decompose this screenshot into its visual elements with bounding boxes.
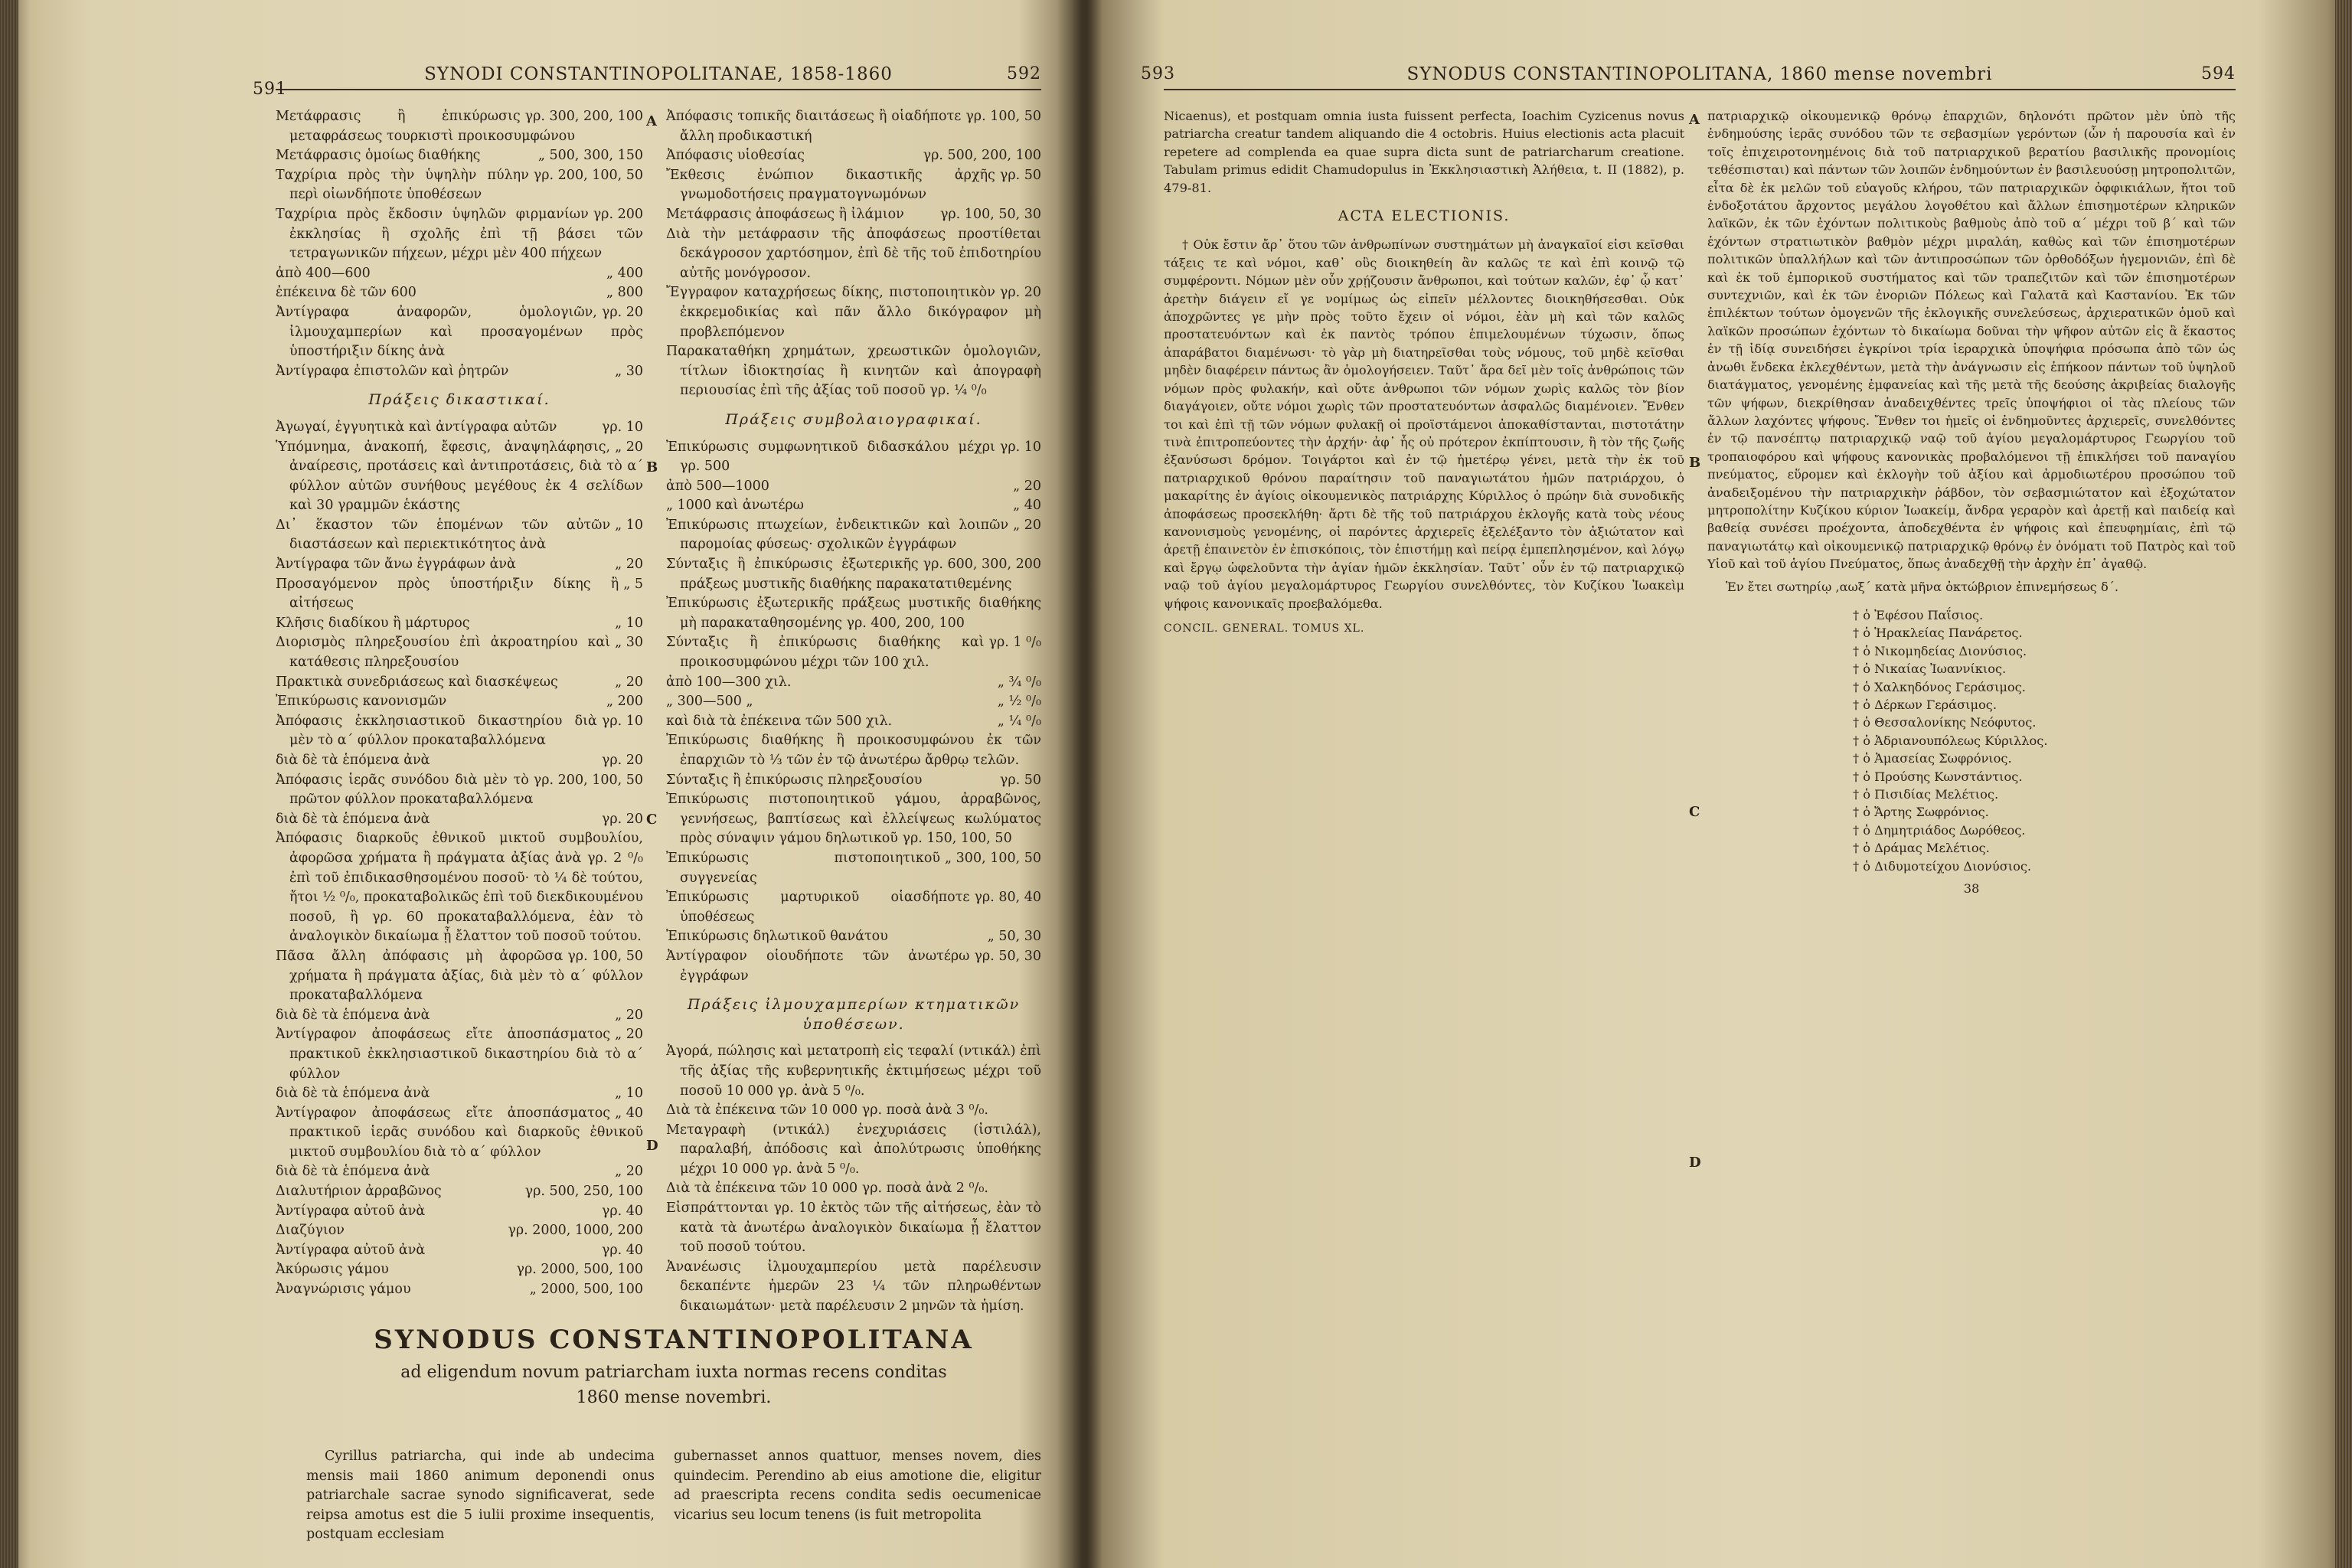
tariff-entry <box>276 555 643 575</box>
tariff-text: Ἔγγραφον καταχρήσεως δίκης, πιστοποιητικὸν ἐκκρεμοδικίας καὶ πᾶν ἄλλο δικόγραφον μὴ προβλεπόμενον <box>666 285 1041 340</box>
tariff-entry <box>276 1084 643 1104</box>
tariff-text: διὰ δὲ τὰ ἑπόμενα ἀνὰ <box>276 811 430 827</box>
tariff-entry <box>666 947 1041 986</box>
tariff-text: Πρακτικὰ συνεδριάσεως καὶ διασκέψεως <box>276 674 558 690</box>
tariff-entry <box>666 477 1041 497</box>
column-right <box>666 107 1041 1317</box>
tariff-value: γρ. 200 <box>593 206 643 222</box>
tariff-entry <box>666 225 1041 284</box>
margin-letter: C <box>1689 804 1700 820</box>
tariff-text: Ἐπικύρωσις πιστοποιητικοῦ γάμου, ἀρραβῶνος, γεννήσεως, βαπτίσεως καὶ ἐλλείψεως κωλύματος πρὸς σύναψιν γάμου δηλωτικοῦ γρ. 150, 100, 50 <box>666 792 1041 847</box>
tariff-value: „ 400 <box>606 265 643 281</box>
tariff-text: Σύνταξις ἢ ἐπικύρωσις διαθήκης καὶ προικοσυμφώνου μέχρι τῶν 100 χιλ. <box>666 635 985 671</box>
tariff-text: Σύνταξις ἢ ἐπικύρωσις πληρεξουσίου <box>666 772 923 788</box>
tariff-value: „ 800 <box>606 285 643 301</box>
section-title <box>306 1325 1041 1407</box>
running-head <box>253 61 1041 99</box>
signature: † ὁ Πισιδίας Μελέτιος. <box>1853 787 1999 802</box>
left-page <box>23 0 1080 1568</box>
tariff-value: „ 30 <box>615 363 643 379</box>
margin-letter: A <box>1689 112 1700 128</box>
tariff-entry <box>276 1025 643 1084</box>
tariff-entry <box>276 575 643 614</box>
tariff-entry <box>666 107 1041 146</box>
tariff-text: Διαλυτήριον ἀρραβῶνος <box>276 1184 442 1200</box>
tariff-text: διὰ δὲ τὰ ἑπόμενα ἀνὰ <box>276 1164 430 1180</box>
tariff-entry <box>666 516 1041 555</box>
tariff-text: ἐπέκεινα δὲ τῶν 600 <box>276 285 416 301</box>
bottom-column-right <box>674 1447 1041 1525</box>
tariff-value: „ 20 <box>615 439 643 455</box>
tariff-text: Ἔκθεσις ἐνώπιον δικαστικῆς ἀρχῆς γνωμοδοτήσεις πραγματογνωμόνων <box>666 167 995 203</box>
tariff-value: γρ. 100, 50 <box>567 948 643 964</box>
tariff-value: γρ. 200, 100, 50 <box>533 772 643 788</box>
signature: † ὁ Ἄρτης Σωφρόνιος. <box>1853 805 1989 820</box>
tariff-value: γρ. 50, 30 <box>974 948 1041 964</box>
signature: † ὁ Νικομηδείας Διονύσιος. <box>1853 643 2027 658</box>
tariff-text: Πᾶσα ἄλλη ἀπόφασις μὴ ἀφορῶσα χρήματα ἢ πράγματα ἀξίας, διὰ μὲν τὸ α΄ φύλλον προκαταβαλλόμενα <box>276 948 643 1004</box>
tariff-entry <box>666 771 1041 791</box>
paragraph: πατριαρχικῷ οἰκουμενικῷ θρόνῳ ἐπαρχιῶν, δηλονότι πρῶτον μὲν ὑπὸ τῆς ἐνδημούσης ἱερᾶς συνόδου τῶν τε σεβασμίων γερόντων (ὧν ἡ παρουσία καὶ ἐν τοῖς ἐπιχειροτονημένοις διὰ τοῦ πατριαρχικοῦ βερατίου βασιλικῆς προνομίοις τεθέσπισται) καὶ πάντων τῶν λοιπῶν ἐνδημούντων ἐν βασιλευούσῃ μητροπολιτῶν, εἶτα δὲ ἐκ μελῶν τοῦ εὐαγοῦς κλήρου, τῶν πατριαρχικῶν ὀφφικιάλων, ἤτοι τοῦ ἐνδοξοτάτου ἄρχοντος μεγάλου λογοθέτου καὶ ἄλλων ἐπισημοτέρων κληρικῶν λαϊκῶν, ἐκ τῶν ἐχόντων πολιτικοὺς βαθμοὺς ἀπὸ τοῦ α΄ μέχρι τοῦ β΄ καὶ τῶν ἐχόντων στρατιωτικὸν βαθμὸν μέχρι μιραλάη, καθὼς καὶ τῶν ἐπισημοτέρων πολιτικῶν ὑπαλλήλων καὶ τῶν ἀντιπροσώπων τῶν ὀρθοδόξων ἡγεμονιῶν, ἐπὶ δὲ καὶ ἐκ τοῦ ἐμπορικοῦ συστήματος καὶ τῶν τραπεζιτῶν καὶ τῶν ἐπισημοτέρων συντεχνιῶν, καὶ ἐκ τῶν ἐνοριῶν Πόλεως καὶ Γαλατᾶ καὶ Καστανίου. Ἐκ τῶν ἐπιλέκτων τούτων ὁμογενῶν τῆς ἐκλογικῆς συνελεύσεως, ἀρχιερατικῶν ὁμοῦ καὶ λαϊκῶν προσώπων ἐχόντων τὸ δικαίωμα δοῦναι τὴν ψῆφον αὐτῶν εἰς ἃ ἕκαστος ἐν τῇ ἰδίᾳ συνειδήσει ἐγκρίνοι τρία ἱεραρχικὰ ὑποψήφια πρόσωπα ἀπὸ τῶν ὡς ἀνωθι ἔνδεκα ἐκλεχθέντων, μετὰ τὴν ἀνάγνωσιν εἰς ἐπήκοον πάντων τοῦ ὑψηλοῦ διατάγματος, γενομένης ἐμφανείας καὶ τῆς μετὰ τῆς δεούσης ἀκριβείας διαλογῆς τῶν ψήφων, διεκρίθησαν ἀναδειχθέντες τρεῖς ὑποψήφιοι οἱ τὰς πλείους τῶν ἄλλων λαχόντες ψήφους. Ἔνθεν τοι ἡμεῖς οἱ ἐνδημοῦντες ἀρχιερεῖς, συνελθόντες ἐν τῷ πανσέπτῳ πατριαρχικῷ ναῷ τοῦ ἁγίου μεγαλομάρτυρος Γεωργίου τοῦ τροπαιοφόρου καὶ ψήφους κανονικὰς προβαλόμενοι τῇ ἐπικλήσει τοῦ παναγίου πνεύματος, εὕρομεν καὶ ἐκλογὴν τοῦ ἀξίου καὶ ἀρμοδιωτέρου προσώπου τοῦ ἀναδειξομένου τὴν πατριαρχικὴν ῥάβδον, τὸν σεβασμιώτατον καὶ ἐξοχώτατον μητροπολίτην Κυζίκου κύριον Ἰωακείμ, ἄνδρα γεραρὸν καὶ ἀρετῇ καὶ παιδείᾳ καὶ βαθείᾳ συνέσει προέχοντα, ἀποδεχθέντα ἐν ψήφοις καὶ ἐπευφημίαις, ἐπὶ τῷ παναγιωτάτῳ καὶ οἰκουμενικῷ πατριαρχικῷ θρόνῳ ἐν ὀνόματι τοῦ Πατρὸς καὶ τοῦ Υἱοῦ καὶ τοῦ ἁγίου Πνεύματος, ὅπως ἀναδεχθῇ τὴν ἀρχὴν ἐπ᾽ ἀγαθῷ. <box>1707 109 2236 572</box>
page-edges-left <box>0 0 18 1568</box>
tariff-value: γρ. 10 <box>601 419 643 435</box>
tariff-text: Ἀντίγραφα ἀναφορῶν, ὁμολογιῶν, ἰλμουχαμπερίων καὶ προσαγομένων πρὸς ὑποστήριξιν δίκης ἀνὰ <box>276 304 643 360</box>
tariff-entry <box>666 438 1041 477</box>
paragraph: † Οὐκ ἔστιν ἄρ᾽ ὅτου τῶν ἀνθρωπίνων συστημάτων μὴ ἀναγκαῖοί εἰσι κεῖσθαι τάξεις τε καὶ νόμοι, καθ᾽ οὓς διοικηθείη ἂν καλῶς τε καὶ ἐπὶ κοινῷ τῷ συμφέροντι. Νόμων μὲν οὖν χρῄζουσιν ἄνθρωποι, καὶ τούτων καλῶν, ἐφ᾽ ᾧ κατ᾽ ἀρετὴν διάγειν εἴ γε νομίμως ὡς εἰπεῖν μέλλοντες διοικηθήσεσθαι. Οὐκ ἀποχρῶντες γε μὴν πρὸς τοῦτο ἔχειν οἱ νόμοι, ἐὰν μὴ καὶ τῶν καλῶς προστατευόντων καὶ ἐκ παντὸς τρόπου ἐπιμελουμένων τύχωσιν, ὅπως ἀπαράβατοι διαμένωσι· τὸ γὰρ μὴ διατηρεῖσθαι τοὺς νόμους, τοῦ μηδὲ κεῖσθαι μηδὲν διαφέρειν πάντως ἂν ὁμολογήσειεν. Ταῦτ᾽ ἄρα δεῖ μὲν τοῖς ἀνθρώποις τῶν νόμων πρὸς φυλακήν, καὶ οὔτε ἀνθρωποι τῶν νόμων χωρὶς καλῶς τὸν βίον διαγάγοιεν, οὔτε νόμοι χωρὶς τῶν προστατευόντων ἀσφαλῶς διαμένοιεν. Ἔνθεν τοι καὶ ἐπὶ τῇ τῶν νόμων φυλακῇ οἱ προϊστάμενοι ἀποκαθίστανται, πιστοτάτην τινὰ ἐπιτροπεύοντες τὴν ἀρχήν· ἀφ᾽ ἧς οὐ πρότερον ἐκπίπτουσιν, ἢ τὸν τῆς ζωῆς ἐξανύσωσι δρόμον. Τοιγάρτοι καὶ ἐν τῷ ἡμετέρῳ γένει, μετὰ τὴν ἐκ τοῦ πατριαρχικοῦ θρόνου παραίτησιν τοῦ παναγιωτάτου ἡμῶν πατριάρχου, ὁ μακαρίτης ἐν ἁγίοις οἰκουμενικὸς πατριάρχης Κύριλλος ὁ πρώην διὰ συνοδικῆς ἀποφάσεως προσεκλήθη· ἄρτι δὲ τῆς τοῦ πατριάρχου ἐκλογῆς κατὰ τοὺς νέους κανονισμοὺς γενομένης, οἱ παρόντες ἀρχιερεῖς ἐξελέξαντο τὸν ἀξιώτατον καὶ ἀρετῇ ἐπαινετὸν ἐν ἐπισκόποις, τὸν ἐπιστήμῃ καὶ πείρᾳ ἐμπεπλησμένον, καὶ λόγῳ καὶ ἔργῳ ὠφελοῦντα τὴν ἁγίαν ἡμῶν ἐκκλησίαν. Ταῦτ᾽ οὖν ἐν τῷ πατριαρχικῷ ναῷ τοῦ ἁγίου μεγαλομάρτυρος Γεωργίου συνελθόντες, τὸν Κυζίκου Ἰωακεὶμ ψήφοις κανονικαῖς προεβαλόμεθα. <box>1164 237 1684 611</box>
tariff-text: Διαζύγιον <box>276 1223 345 1239</box>
tariff-value: „ ¾ ⁰/₀ <box>997 674 1041 690</box>
tariff-entry <box>276 166 643 205</box>
tariff-text: Κλῆσις διαδίκου ἢ μάρτυρος <box>276 615 470 631</box>
tariff-value: γρ. 500, 250, 100 <box>524 1184 643 1200</box>
paragraph: Cyrillus patriarcha, qui inde ab undecima mensis maii 1860 animum deponendi onus patriarchale sacrae synodo significaverat, sede reipsa amotus est die 5 iulii proxime insequentis, postquam ecclesiam <box>306 1449 655 1543</box>
tariff-text: Ἀντίγραφα αὐτοῦ ἀνὰ <box>276 1242 426 1258</box>
tariff-entry <box>666 1199 1041 1258</box>
tariff-entry <box>276 1104 643 1163</box>
tariff-text: Ἀνανέωσις ἰλμουχαμπερίου μετὰ παρέλευσιν δεκαπέντε ἡμερῶν 23 ¼ τῶν πληρωθέντων δικαιωμάτων· μετὰ παρέλευσιν 2 μηνῶν τὰ ἡμίση. <box>666 1259 1041 1315</box>
tariff-text: Διὰ τὰ ἐπέκεινα τῶν 10 000 γρ. ποσὰ ἀνὰ 2 ⁰/₀. <box>666 1181 988 1197</box>
tariff-value: γρ. 100, 50, 30 <box>939 206 1041 222</box>
signature: † ὁ Ἡρακλείας Πανάρετος. <box>1853 626 2023 641</box>
tariff-value: „ ¼ ⁰/₀ <box>997 713 1041 729</box>
tariff-value: „ 10 <box>615 1086 643 1102</box>
tariff-text: „ 300—500 „ <box>666 694 753 710</box>
section-heading: Πράξεις δικαστικαί. <box>368 391 550 409</box>
tariff-text: Μετάφρασις ὁμοίως διαθήκης <box>276 148 481 164</box>
page-edges-right <box>2335 0 2352 1568</box>
signature: † ὁ Χαλκηδόνος Γεράσιμος. <box>1853 679 2026 694</box>
tariff-text: Δι᾽ ἕκαστον τῶν ἑπομένων τῶν αὐτῶν διαστάσεων καὶ περιεκτικότητος ἀνὰ <box>276 517 611 553</box>
signature: † ὁ Δράμας Μελέτιος. <box>1853 841 1990 856</box>
signature: † ὁ Θεσσαλονίκης Νεόφυτος. <box>1853 715 2037 730</box>
signature: † ὁ Ἀμασείας Σωφρόνιος. <box>1853 751 2012 766</box>
tariff-entry <box>276 947 643 1006</box>
tariff-entry <box>666 1121 1041 1180</box>
tariff-entry <box>666 633 1041 672</box>
tariff-text: Ἀπόφασις υἱοθεσίας <box>666 148 805 164</box>
tariff-value: „ 30 <box>615 635 643 651</box>
tariff-text: Μεταγραφὴ (ντικάλ) ἐνεχυριάσεις (ἰστιλάλ), παραλαβή, ἀπόδοσις καὶ ἀπολύτρωσις ὑποθήκης μέχρι 10 000 γρ. ἀνὰ 5 ⁰/₀. <box>666 1122 1041 1177</box>
tariff-text: ἀπὸ 400—600 <box>276 265 371 281</box>
tariff-value: γρ. 100, 50 <box>965 109 1041 124</box>
tariff-value: γρ. 80, 40 <box>974 890 1041 906</box>
signature: † ὁ Ἐφέσου Παΐσιος. <box>1853 607 1984 622</box>
tariff-entry <box>666 888 1041 927</box>
tariff-value: γρ. 40 <box>601 1242 643 1258</box>
tariff-entry <box>666 712 1041 732</box>
tariff-text: Ἀντίγραφα ἐπιστολῶν καὶ ῥητρῶν <box>276 363 509 379</box>
tariff-text: Ἀντίγραφα τῶν ἄνω ἐγγράφων ἀνὰ <box>276 557 516 573</box>
tariff-text: Ταχρίρια πρὸς τὴν ὑψηλὴν πύλην περὶ οἰωνδήποτε ὑποθέσεων <box>276 167 529 203</box>
tariff-text: ἀπὸ 500—1000 <box>666 478 769 494</box>
tariff-entry <box>276 810 643 830</box>
tariff-text: Ὑπόμνημα, ἀνακοπή, ἔφεσις, ἀναψηλάφησις, ἀναίρεσις, προτάσεις καὶ ἀντιπροτάσεις, διὰ τὸ α΄ φύλλον αὐτῶν συνήθους μεγέθους ἐκ 4 σελίδων καὶ 30 γραμμῶν ἑκάστης <box>276 439 643 514</box>
title-sub: ad eligendum novum patriarcham iuxta normas recens conditas <box>400 1363 947 1382</box>
tariff-text: καὶ διὰ τὰ ἐπέκεινα τῶν 500 χιλ. <box>666 713 893 729</box>
title-main: SYNODUS CONSTANTINOPOLITANA <box>374 1325 974 1355</box>
signature: † ὁ Νικαίας Ἰωαννίκιος. <box>1853 662 2007 677</box>
tariff-entry <box>276 283 643 303</box>
tariff-value: γρ. 2000, 1000, 200 <box>508 1223 643 1239</box>
margin-letter: D <box>646 1138 658 1154</box>
tariff-text: Ἐπικύρωσις διαθήκης ἢ προικοσυμφώνου ἐκ τῶν ἐπαρχιῶν τὸ ⅓ τῶν ἐν τῷ ἀνωτέρω ἄρθρῳ τελῶν. <box>666 733 1041 768</box>
tariff-text: Παρακαταθήκη χρημάτων, χρεωστικῶν ὁμολογιῶν, τίτλων ἰδιοκτησίας ἢ κινητῶν καὶ ἀπογραφὴ περιουσίας ἐπὶ τῆς ἀξίας τοῦ ποσοῦ γρ. ¼ ⁰/₀ <box>666 344 1041 399</box>
tariff-entry <box>276 516 643 555</box>
tariff-text: διὰ δὲ τὰ ἑπόμενα ἀνὰ <box>276 1086 430 1102</box>
tariff-value: γρ. 200, 100, 50 <box>533 167 643 183</box>
tariff-text: Ἀντίγραφον ἀποφάσεως εἴτε ἀποσπάσματος πρακτικοῦ ἱερᾶς συνόδου καὶ διαρκοῦς ἐθνικοῦ μικτοῦ συμβουλίου διὰ τὸ α΄ φύλλον <box>276 1105 643 1160</box>
bottom-column-left <box>306 1447 655 1545</box>
tariff-text: Ἐπικύρωσις κανονισμῶν <box>276 694 447 710</box>
running-title: SYNODI CONSTANTINOPOLITANAE, 1858-1860 <box>424 64 893 84</box>
column-left <box>276 107 643 1300</box>
tariff-text: Σύνταξις ἢ ἐπικύρωσις ἐξωτερικῆς πράξεως μυστικῆς διαθήκης παρακατατιθεμένης <box>666 557 1012 592</box>
margin-letter: B <box>1689 455 1701 471</box>
tariff-entry <box>666 205 1041 225</box>
tariff-text: Ἐπικύρωσις μαρτυρικοῦ οἱασδήποτε ὑποθέσεως <box>666 890 970 925</box>
tariff-text: Ἀντίγραφον οἱουδήποτε τῶν ἀνωτέρω ἐγγράφων <box>666 948 970 984</box>
tariff-entry <box>666 731 1041 770</box>
tariff-text: Ἐπικύρωσις πτωχείων, ἐνδεικτικῶν καὶ λοιπῶν παρομοίας φύσεως· σχολικῶν ἐγγράφων <box>666 517 1009 553</box>
tariff-entry <box>666 555 1041 594</box>
tariff-text: Ἀγορά, πώλησις καὶ μετατροπὴ εἰς τεφαλί (ντικάλ) ἐπὶ τῆς ἀξίας τῆς κυβερνητικῆς ἐκτιμήσεως μέχρι τοῦ ποσοῦ 10 000 γρ. ἀνὰ 5 ⁰/₀. <box>666 1044 1041 1099</box>
tariff-entry <box>666 496 1041 516</box>
tariff-entry <box>666 166 1041 205</box>
tariff-text: Μετάφρασις ἢ ἐπικύρωσις μεταφράσεως τουρκιστὶ προικοσυμφώνου <box>276 109 575 144</box>
tariff-text: Διὰ τὴν μετάφρασιν τῆς ἀποφάσεως προστίθεται δεκάγροσον χαρτόσημον, ἐπὶ δὲ τῆς τοῦ ἐπιδοτηρίου αὐτῆς μονόγροσον. <box>666 226 1041 281</box>
tariff-entry <box>666 146 1041 166</box>
tariff-value: „ 40 <box>1013 498 1041 514</box>
tariff-entry <box>666 692 1041 712</box>
tariff-value: γρ. 500, 200, 100 <box>923 148 1041 164</box>
tariff-entry <box>276 107 643 146</box>
tariff-text: Ἀντίγραφα αὐτοῦ ἀνὰ <box>276 1203 426 1219</box>
tariff-entry <box>276 264 643 284</box>
tariff-value: „ 10 <box>615 615 643 631</box>
tariff-text: Ἐπικύρωσις συμφωνητικοῦ διδασκάλου μέχρι γρ. 500 <box>666 439 995 475</box>
tariff-text: Διορισμὸς πληρεξουσίου ἐπὶ ἀκροατηρίου καὶ κατάθεσις πληρεξουσίου <box>276 635 611 671</box>
tariff-entry <box>276 829 643 947</box>
tariff-value: „ 20 <box>615 674 643 690</box>
tariff-entry <box>276 1280 643 1300</box>
tariff-value: γρ. 1 ⁰/₀ <box>988 635 1041 651</box>
tariff-value: „ 50, 30 <box>987 929 1041 945</box>
tariff-text: Ἀπόφασις ἐκκλησιαστικοῦ δικαστηρίου διὰ μὲν τὸ α΄ φύλλον προκαταβαλλόμενα <box>276 713 597 749</box>
tariff-text: Ἀγωγαί, ἐγγυητικὰ καὶ ἀντίγραφα αὐτῶν <box>276 419 557 435</box>
tariff-value: γρ. 20 <box>601 753 643 768</box>
tariff-value: γρ. 20 <box>601 304 643 320</box>
tariff-entry <box>276 1221 643 1241</box>
tariff-text: Ἀπόφασις τοπικῆς διαιτάσεως ἢ οἱαδήποτε ἄλλη προδικαστική <box>666 109 962 144</box>
title-date: 1860 mense novembri. <box>576 1388 772 1407</box>
column-right <box>1707 107 2236 897</box>
margin-letter: D <box>1689 1155 1701 1171</box>
tariff-value: „ 20 <box>1013 517 1041 533</box>
tariff-value: „ 500, 300, 150 <box>537 148 643 164</box>
tariff-value: „ 20 <box>1013 478 1041 494</box>
tariff-value: „ ½ ⁰/₀ <box>997 694 1041 710</box>
tariff-text: „ 1000 καὶ ἀνωτέρω <box>666 498 804 514</box>
tariff-text: Προσαγόμενον πρὸς ὑποστήριξιν δίκης ἢ αἰτήσεως <box>276 576 619 612</box>
tariff-entry <box>276 303 643 362</box>
margin-letter: A <box>646 113 657 129</box>
tariff-text: Μετάφρασις ἀποφάσεως ἢ ἰλάμιον <box>666 206 904 222</box>
tariff-entry <box>276 1260 643 1280</box>
column-left <box>1164 107 1684 638</box>
tariff-value: „ 40 <box>615 1105 643 1121</box>
margin-letter: C <box>646 812 658 828</box>
tariff-entry <box>276 1162 643 1182</box>
tariff-entry <box>276 1182 643 1202</box>
tariff-value: „ 20 <box>615 557 643 573</box>
section-heading: Πράξεις συμβολαιογραφικαί. <box>725 410 982 428</box>
tariff-text: διὰ δὲ τὰ ἑπόμενα ἀνὰ <box>276 1007 430 1023</box>
tariff-entry <box>276 362 643 382</box>
page-number: 592 <box>1007 64 1041 83</box>
running-title: SYNODUS CONSTANTINOPOLITANA, 1860 mense novembri <box>1406 64 1993 84</box>
tariff-text: Ἐπικύρωσις πιστοποιητικοῦ συγγενείας <box>666 850 941 886</box>
tariff-value: „ 300, 100, 50 <box>945 850 1041 866</box>
intro-paragraph: Nicaenus), et postquam omnia iusta fuissent perfecta, Ioachim Cyzicenus novus patriarcha creatur tandem aliquando die 4 octobris. Huius electionis acta placuit repetere ad complenda ea quae supra dicta sunt de patriarcharum creatione. Tabulam primus edidit Chamudopulus in Ἐκκλησιαστικὴ Ἀλήθεια, t. II (1882), p. 479-81. <box>1164 109 1684 195</box>
tariff-text: Ἐπικύρωσις δηλωτικοῦ θανάτου <box>666 929 888 945</box>
tariff-value: γρ. 10 <box>999 439 1041 455</box>
tariff-value: γρ. 300, 200, 100 <box>524 109 643 124</box>
tariff-text: Ἀντίγραφον ἀποφάσεως εἴτε ἀποσπάσματος πρακτικοῦ ἐκκλησιαστικοῦ δικαστηρίου διὰ τὸ α΄ φύλλον <box>276 1027 643 1082</box>
tariff-value: „ 2000, 500, 100 <box>529 1282 643 1298</box>
tariff-text: Ἀπόφασις διαρκοῦς ἐθνικοῦ μικτοῦ συμβουλίου, ἀφορῶσα χρήματα ἢ πράγματα ἀξίας ἀνὰ γρ. 2 ⁰/₀ ἐπὶ τοῦ ἐπιδικασθησομένου ποσοῦ· τὸ ¼ δὲ τούτου, ἤτοι ½ ⁰/₀, προκαταβολικῶς ἐπὶ τοῦ διεκδικουμένου ποσοῦ, ἢ γρ. 60 προκαταβαλλόμενα, ἐὰν τὸ ἀναλογικὸν δικαίωμα ᾖ ἔλαττον τοῦ ποσοῦ τούτου. <box>276 831 643 945</box>
tariff-text: Ἀναγνώρισις γάμου <box>276 1282 411 1298</box>
tariff-text: Εἰσπράττονται γρ. 10 ἐκτὸς τῶν τῆς αἰτήσεως, ἐὰν τὸ κατὰ τὰ ἀνωτέρω ἀναλογικὸν δικαίωμα ᾖ ἔλαττον τοῦ ποσοῦ τούτου. <box>666 1200 1041 1256</box>
page-number: 594 <box>2201 64 2236 83</box>
acta-heading: ACTA ELECTIONIS. <box>1338 207 1511 225</box>
tariff-entry <box>276 205 643 264</box>
tariff-entry <box>276 614 643 634</box>
date-line: Ἐν ἔτει σωτηρίῳ ‚αωξ΄ κατὰ μῆνα ὀκτώβριον ἐπινεμήσεως δ΄. <box>1726 579 2118 594</box>
footer-left: CONCIL. GENERAL. TOMUS XL. <box>1164 622 1365 635</box>
tariff-entry <box>276 1241 643 1261</box>
tariff-entry <box>276 712 643 751</box>
tariff-text: ἀπὸ 100—300 χιλ. <box>666 674 792 690</box>
tariff-entry <box>666 594 1041 633</box>
signature: † ὁ Δημητριάδος Δωρόθεος. <box>1853 822 2026 838</box>
signature: † ὁ Δέρκων Γεράσιμος. <box>1853 697 1997 712</box>
tariff-entry <box>276 418 643 438</box>
tariff-text: διὰ δὲ τὰ ἑπόμενα ἀνὰ <box>276 753 430 768</box>
tariff-value: γρ. 600, 300, 200 <box>923 557 1041 573</box>
tariff-entry <box>276 146 643 166</box>
tariff-entry <box>666 1258 1041 1317</box>
tariff-value: „ 20 <box>615 1027 643 1043</box>
tariff-entry <box>666 849 1041 888</box>
tariff-entry <box>276 771 643 810</box>
tariff-entry <box>666 673 1041 693</box>
tariff-value: γρ. 2000, 500, 100 <box>516 1262 643 1278</box>
tariff-entry <box>666 342 1041 401</box>
signature: † ὁ Διδυμοτείχου Διονύσιος. <box>1853 858 2032 874</box>
paragraph: gubernasset annos quattuor, menses novem, dies quindecim. Perendino ab eius amotione die, eligitur ad praescripta recens condita sedis oecumenicae vicarius seu locum tenens (is fuit metropolita <box>674 1449 1041 1523</box>
tariff-entry <box>666 1179 1041 1199</box>
tariff-entry <box>276 673 643 693</box>
tariff-entry <box>666 790 1041 849</box>
tariff-text: Ἀπόφασις ἱερᾶς συνόδου διὰ μὲν τὸ πρῶτον φύλλον προκαταβαλλόμενα <box>276 772 534 808</box>
tariff-value: „ 5 <box>623 576 643 592</box>
tariff-entry <box>666 927 1041 947</box>
footer-right: 38 <box>1963 881 1980 897</box>
tariff-entry <box>276 633 643 672</box>
right-page <box>1095 0 2335 1568</box>
tariff-value: γρ. 20 <box>999 285 1041 301</box>
tariff-text: Ἐπικύρωσις ἐξωτερικῆς πράξεως μυστικῆς διαθήκης μὴ παρακαταθησομένης γρ. 400, 200, 100 <box>666 596 1041 631</box>
signature-list <box>1707 606 2236 875</box>
margin-letter: B <box>646 459 658 475</box>
tariff-entry <box>276 1006 643 1026</box>
tariff-entry <box>276 1202 643 1222</box>
page-number: 593 <box>1141 64 1175 83</box>
tariff-text: Διὰ τὰ ἐπέκεινα τῶν 10 000 γρ. ποσὰ ἀνὰ 3 ⁰/₀. <box>666 1102 988 1119</box>
signature: † ὁ Προύσης Κωνστάντιος. <box>1853 769 2023 784</box>
tariff-entry <box>666 1101 1041 1121</box>
tariff-entry <box>276 438 643 516</box>
tariff-value: „ 20 <box>615 1164 643 1180</box>
tariff-value: γρ. 40 <box>601 1203 643 1219</box>
tariff-entry <box>666 1042 1041 1101</box>
tariff-entry <box>276 692 643 712</box>
tariff-value: „ 10 <box>615 517 643 533</box>
tariff-value: γρ. 50 <box>999 167 1041 183</box>
section-heading: Πράξεις ἰλμουχαμπερίων κτηματικῶν ὑποθέσεων. <box>687 996 1021 1033</box>
tariff-value: γρ. 10 <box>601 713 643 729</box>
tariff-value: „ 20 <box>615 1007 643 1023</box>
page-number: 591 <box>253 80 287 99</box>
tariff-value: γρ. 50 <box>999 772 1041 788</box>
tariff-text: Ἀκύρωσις γάμου <box>276 1262 389 1278</box>
running-head <box>1141 61 2236 90</box>
tariff-value: „ 200 <box>606 694 643 710</box>
tariff-value: γρ. 20 <box>601 811 643 827</box>
tariff-entry <box>276 751 643 771</box>
signature: † ὁ Ἀδριανουπόλεως Κύριλλος. <box>1853 733 2048 748</box>
tariff-text: Ταχρίρια πρὸς ἔκδοσιν ὑψηλῶν φιρμανίων ἐκκλησίας ἢ σχολῆς ἐπὶ τῇ βάσει τῶν τετραγωνικῶν πήχεων, μέχρι μὲν 400 πήχεων <box>276 206 643 262</box>
tariff-entry <box>666 283 1041 342</box>
